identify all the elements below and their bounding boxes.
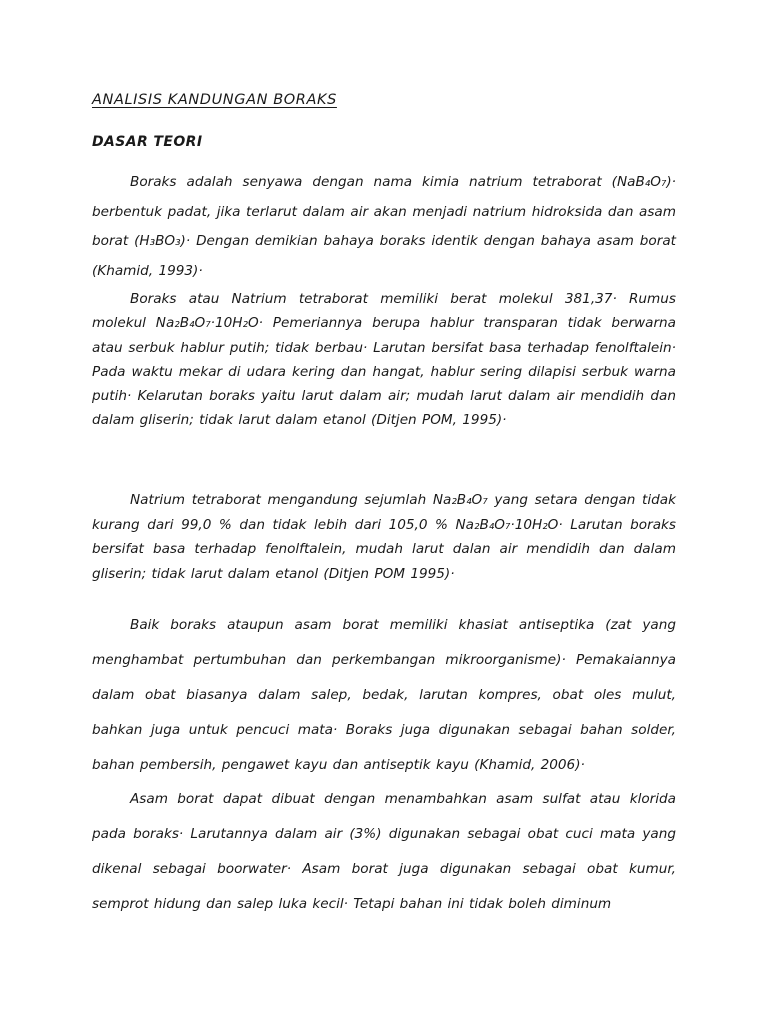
paragraph-asam-borat: Asam borat dapat dibuat dengan menambahkan asam sulfat atau klorida pada boraks· Larutannya dalam air (3%) digunakan sebagai obat cuci mata yang dikenal sebagai boorwater· Asam borat juga digunakan sebagai obat kumur, semprot hidung dan salep luka kecil· Tetapi bahan ini tidak boleh diminum (92, 791, 676, 912)
document-title: ANALISIS KANDUNGAN BORAKS (92, 92, 337, 108)
section-heading: DASAR TEORI (92, 134, 203, 150)
paragraph-boraks-definition: Boraks adalah senyawa dengan nama kimia natrium tetraborat (NaB₄O₇)· berbentuk padat, jika terlarut dalam air akan menjadi natrium hidroksida dan asam borat (H₃BO₃)· Dengan demikian bahaya boraks identik dengan bahaya asam borat (Khamid, 1993)· (92, 174, 676, 279)
paragraph-natrium-tetraborat-properties: Boraks atau Natrium tetraborat memiliki berat molekul 381,37· Rumus molekul Na₂B₄O₇·10H₂O· Pemeriannya berupa hablur transparan tidak berwarna atau serbuk hablur putih; tidak berbau· Larutan bersifat basa terhadap fenolftalein· Pada waktu mekar di udara kering dan hangat, hablur sering dilapisi serbuk warna putih· Kelarutan boraks yaitu larut dalam air; mudah larut dalam air mendidih dan dalam gliserin; tidak larut dalam etanol (Ditjen POM, 1995)· (92, 291, 676, 429)
paragraph-natrium-tetraborat-content: Natrium tetraborat mengandung sejumlah Na₂B₄O₇ yang setara dengan tidak kurang dari 99,0 % dan tidak lebih dari 105,0 % Na₂B₄O₇·10H₂O· Larutan boraks bersifat basa terhadap fenolftalein, mudah larut dalan air mendidih dan dalam gliserin; tidak larut dalam etanol (Ditjen POM 1995)· (92, 492, 676, 582)
paragraph-antiseptic-uses: Baik boraks ataupun asam borat memiliki khasiat antiseptika (zat yang menghambat pertumbuhan dan perkembangan mikroorganisme)· Pemakaiannya dalam obat biasanya dalam salep, bedak, larutan kompres, obat oles mulut, bahkan juga untuk pencuci mata· Boraks juga digunakan sebagai bahan solder, bahan pembersih, pengawet kayu dan antiseptik kayu (Khamid, 2006)· (92, 617, 676, 773)
